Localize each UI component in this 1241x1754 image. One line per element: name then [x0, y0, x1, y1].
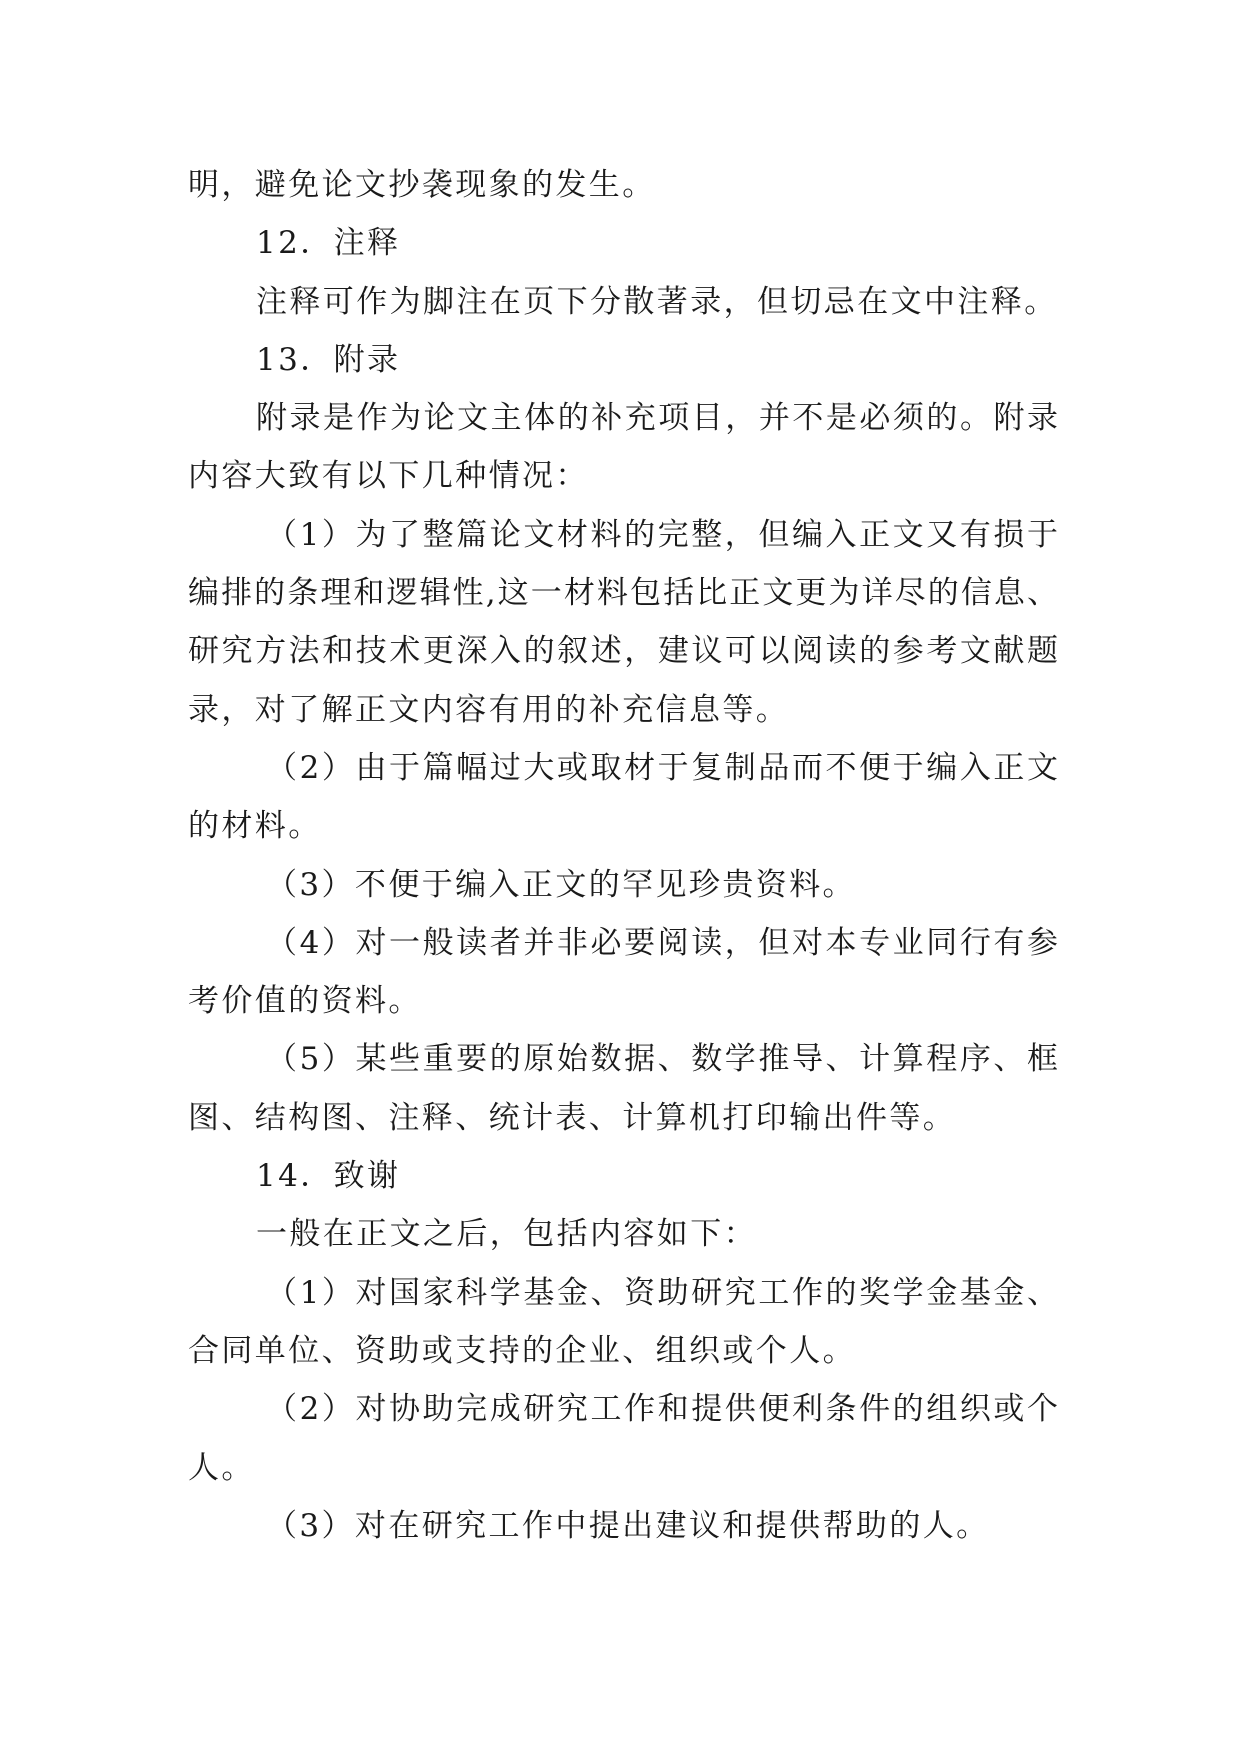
text-line: 录，对了解正文内容有用的补充信息等。 [188, 691, 790, 728]
list-item-line: （3）对在研究工作中提出建议和提供帮助的人。 [266, 1507, 990, 1544]
text-line: 注释可作为脚注在页下分散著录，但切忌在文中注释。 [256, 283, 1058, 320]
text-line: 内容大致有以下几种情况： [188, 458, 589, 495]
list-item-line: （2）对协助完成研究工作和提供便利条件的组织或个 [266, 1391, 1058, 1428]
section-heading-14: 14．致谢 [256, 1158, 401, 1195]
list-item-line: （1）对国家科学基金、资助研究工作的奖学金基金、 [266, 1274, 1058, 1311]
text-line: 的材料。 [188, 808, 322, 845]
document-page [188, 156, 1058, 1555]
text-line: 明，避免论文抄袭现象的发生。 [188, 167, 656, 203]
list-item-line: （1）为了整篇论文材料的完整，但编入正文又有损于 [266, 516, 1058, 553]
text-line: 附录是作为论文主体的补充项目，并不是必须的。附录 [256, 400, 1058, 437]
section-heading-12: 12．注释 [256, 225, 401, 262]
text-line: 一般在正文之后，包括内容如下： [256, 1216, 757, 1253]
text-line: 考价值的资料。 [188, 983, 422, 1020]
text-line: 人。 [188, 1449, 255, 1486]
text-line: 图、结构图、注释、统计表、计算机打印输出件等。 [188, 1099, 957, 1136]
text-line: 编排的条理和逻辑性,这一材料包括比正文更为详尽的信息、 [188, 575, 1058, 612]
list-item-line: （4）对一般读者并非必要阅读，但对本专业同行有参 [266, 924, 1058, 961]
section-heading-13: 13．附录 [256, 341, 401, 378]
text-line: 研究方法和技术更深入的叙述，建议可以阅读的参考文献题 [188, 633, 1058, 670]
list-item-line: （3）不便于编入正文的罕见珍贵资料。 [266, 866, 856, 903]
text-line: 合同单位、资助或支持的企业、组织或个人。 [188, 1332, 856, 1369]
list-item-line: （2）由于篇幅过大或取材于复制品而不便于编入正文 [266, 749, 1058, 786]
list-item-line: （5）某些重要的原始数据、数学推导、计算程序、框 [266, 1041, 1058, 1078]
